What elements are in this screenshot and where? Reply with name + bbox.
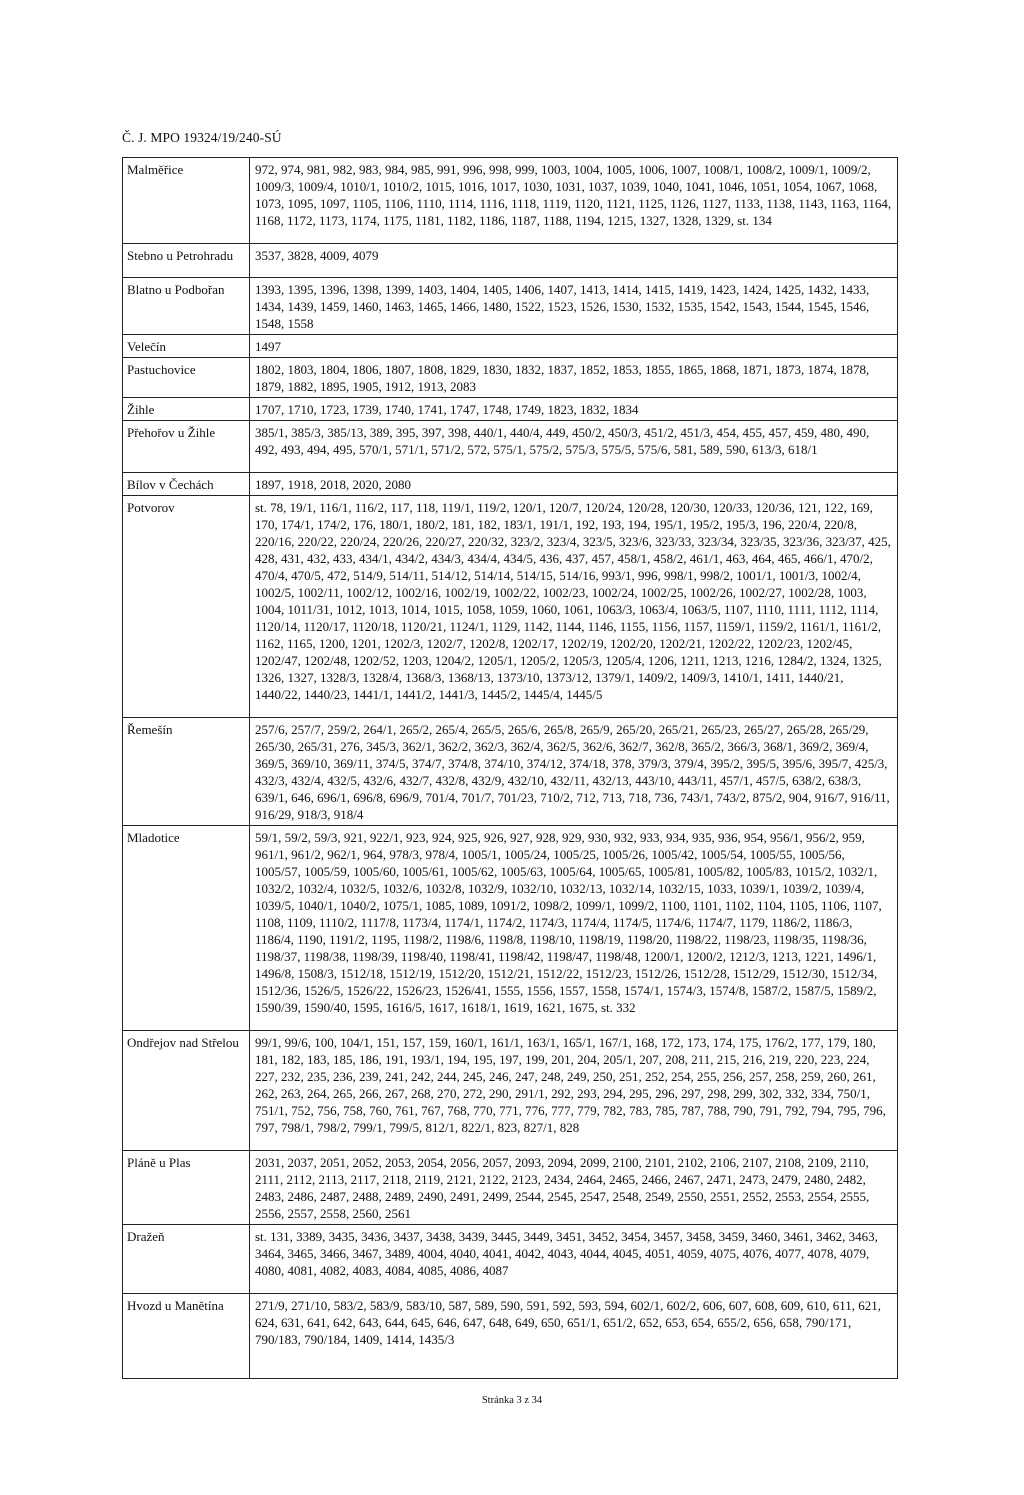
parcel-numbers: 59/1, 59/2, 59/3, 921, 922/1, 923, 924, 925, 926, 927, 928, 929, 930, 932, 933, 934, 935, 936, 954, 956/1, 956/2, 959, 961/1, 961/2, 962/1, 964, 978/3, 978/4, 1005/1, 1005/24, 1005/25, 1005/26, 1005/42, 1005/54, 1005/55, 1005/56, 1005/57, 1005/59, 1005/60, 1005/61, 1005/62, 1005/63, 1005/64, 1005/65, 1005/81, 1005/82, 1005/83, 1015/2, 1032/1, 1032/2, 1032/4, 1032/5, 1032/6, 1032/8, 1032/9, 1032/10, 1032/13, 1032/14, 1032/15, 1033, 1039/1, 1039/2, 1039/4, 1039/5, 1040/1, 1040/2, 1075/1, 1085, 1089, 1091/2, 1098/2, 1099/1, 1099/2, 1100, 1101, 1102, 1104, 1105, 1106, 1107, 1108, 1109, 1110/2, 1117/8, 1173/4, 1174/1, 1174/2, 1174/3, 1174/4, 1174/5, 1174/6, 1174/7, 1179, 1186/2, 1186/3, 1186/4, 1190, 1191/2, 1195, 1198/2, 1198/6, 1198/8, 1198/10, 1198/19, 1198/20, 1198/22, 1198/23, 1198/35, 1198/36, 1198/37, 1198/38, 1198/39, 1198/40, 1198/41, 1198/42, 1198/47, 1198/48, 1200/1, 1200/2, 1212/3, 1213, 1221, 1496/1, 1496/8, 1508/3, 1512/18, 1512/19, 1512/20, 1512/21, 1512/22, 1512/23, 1512/26, 1512/28, 1512/29, 1512/30, 1512/34, 1512/36, 1526/5, 1526/22, 1526/23, 1526/41, 1555, 1556, 1557, 1558, 1574/1, 1574/3, 1574/8, 1587/2, 1587/5, 1589/2, 1590/39, 1590/40, 1595, 1616/5, 1617, 1618/1, 1619, 1621, 1675, st. 332 bbox=[250, 826, 898, 1031]
cadastral-area-name: Velečín bbox=[123, 335, 250, 358]
parcel-numbers: st. 78, 19/1, 116/1, 116/2, 117, 118, 119/1, 119/2, 120/1, 120/7, 120/24, 120/28, 120/30, 120/33, 120/36, 121, 122, 169, 170, 174/1, 174/2, 176, 180/1, 180/2, 181, 182, 183/1, 191/1, 192, 193, 194, 195/1, 195/2, 195/3, 196, 220/4, 220/8, 220/16, 220/22, 220/24, 220/26, 220/27, 220/32, 323/2, 323/4, 323/5, 323/6, 323/33, 323/34, 323/35, 323/36, 323/37, 425, 428, 431, 432, 433, 434/1, 434/2, 434/3, 434/4, 434/5, 436, 437, 457, 458/1, 458/2, 461/1, 463, 464, 465, 466/1, 470/2, 470/4, 470/5, 472, 514/9, 514/11, 514/12, 514/14, 514/15, 514/16, 993/1, 996, 998/1, 998/2, 1001/1, 1001/3, 1002/4, 1002/5, 1002/11, 1002/12, 1002/16, 1002/19, 1002/22, 1002/23, 1002/24, 1002/25, 1002/26, 1002/27, 1002/28, 1003, 1004, 1011/31, 1012, 1013, 1014, 1015, 1058, 1059, 1060, 1061, 1063/3, 1063/4, 1063/5, 1107, 1110, 1111, 1112, 1114, 1120/14, 1120/17, 1120/18, 1120/21, 1124/1, 1129, 1142, 1144, 1146, 1155, 1156, 1157, 1159/1, 1159/2, 1161/1, 1161/2, 1162, 1165, 1200, 1201, 1202/3, 1202/7, 1202/8, 1202/17, 1202/19, 1202/20, 1202/21, 1202/22, 1202/23, 1202/45, 1202/47, 1202/48, 1202/52, 1203, 1204/2, 1205/1, 1205/2, 1205/3, 1205/4, 1206, 1211, 1213, 1216, 1284/2, 1324, 1325, 1326, 1327, 1328/3, 1328/4, 1368/3, 1368/13, 1373/10, 1373/12, 1379/1, 1409/2, 1409/3, 1410/1, 1411, 1440/21, 1440/22, 1440/23, 1441/1, 1441/2, 1441/3, 1445/2, 1445/4, 1445/5 bbox=[250, 496, 898, 718]
table-row bbox=[123, 718, 898, 826]
cadastral-area-name: Blatno u Podbořan bbox=[123, 278, 250, 335]
cadastral-area-name: Ondřejov nad Střelou bbox=[123, 1031, 250, 1151]
page-number: Stránka 3 z 34 bbox=[481, 1395, 543, 1406]
table-row bbox=[123, 421, 898, 473]
parcel-numbers: 1897, 1918, 2018, 2020, 2080 bbox=[250, 473, 898, 496]
cadastral-area-name: Potvorov bbox=[123, 496, 250, 718]
table-row bbox=[123, 1031, 898, 1151]
table-row bbox=[123, 278, 898, 335]
cadastral-area-name: Stebno u Petrohradu bbox=[123, 244, 250, 278]
cadastral-area-name: Přehořov u Žihle bbox=[123, 421, 250, 473]
parcel-numbers: 257/6, 257/7, 259/2, 264/1, 265/2, 265/4, 265/5, 265/6, 265/8, 265/9, 265/20, 265/21, 265/23, 265/27, 265/28, 265/29, 265/30, 265/31, 276, 345/3, 362/1, 362/2, 362/3, 362/4, 362/5, 362/6, 362/7, 362/8, 365/2, 366/3, 368/1, 369/2, 369/4, 369/5, 369/10, 369/11, 374/5, 374/7, 374/8, 374/10, 374/12, 374/18, 378, 379/3, 379/4, 395/2, 395/5, 395/6, 395/7, 425/3, 432/3, 432/4, 432/5, 432/6, 432/7, 432/8, 432/9, 432/10, 432/11, 432/13, 443/10, 443/11, 457/1, 457/5, 638/2, 638/3, 639/1, 646, 696/1, 696/8, 696/9, 701/4, 701/7, 701/23, 710/2, 712, 713, 718, 736, 743/1, 743/2, 875/2, 904, 916/7, 916/11, 916/29, 918/3, 918/4 bbox=[250, 718, 898, 826]
table-row bbox=[123, 1151, 898, 1225]
parcel-numbers: 1497 bbox=[250, 335, 898, 358]
cadastral-area-name: Dražeň bbox=[123, 1225, 250, 1294]
parcel-numbers: 271/9, 271/10, 583/2, 583/9, 583/10, 587, 589, 590, 591, 592, 593, 594, 602/1, 602/2, 606, 607, 608, 609, 610, 611, 621, 624, 631, 641, 642, 643, 644, 645, 646, 647, 648, 649, 650, 651/1, 651/2, 652, 653, 654, 655/2, 656, 658, 790/171, 790/183, 790/184, 1409, 1414, 1435/3 bbox=[250, 1294, 898, 1379]
parcel-numbers: 385/1, 385/3, 385/13, 389, 395, 397, 398, 440/1, 440/4, 449, 450/2, 450/3, 451/2, 451/3, 454, 455, 457, 459, 480, 490, 492, 493, 494, 495, 570/1, 571/1, 571/2, 572, 575/1, 575/2, 575/3, 575/5, 575/6, 581, 589, 590, 613/3, 618/1 bbox=[250, 421, 898, 473]
table-row bbox=[123, 244, 898, 278]
table-row bbox=[123, 158, 898, 244]
parcel-numbers: st. 131, 3389, 3435, 3436, 3437, 3438, 3439, 3445, 3449, 3451, 3452, 3454, 3457, 3458, 3459, 3460, 3461, 3462, 3463, 3464, 3465, 3466, 3467, 3489, 4004, 4040, 4041, 4042, 4043, 4044, 4045, 4051, 4059, 4075, 4076, 4077, 4078, 4079, 4080, 4081, 4082, 4083, 4084, 4085, 4086, 4087 bbox=[250, 1225, 898, 1294]
cadastral-area-name: Bílov v Čechách bbox=[123, 473, 250, 496]
table-row bbox=[123, 398, 898, 421]
table-row bbox=[123, 496, 898, 718]
parcel-table bbox=[122, 157, 898, 1379]
table-row bbox=[123, 1225, 898, 1294]
table-row bbox=[123, 826, 898, 1031]
parcel-numbers: 3537, 3828, 4009, 4079 bbox=[250, 244, 898, 278]
parcel-numbers: 1802, 1803, 1804, 1806, 1807, 1808, 1829, 1830, 1832, 1837, 1852, 1853, 1855, 1865, 1868, 1871, 1873, 1874, 1878, 1879, 1882, 1895, 1905, 1912, 1913, 2083 bbox=[250, 358, 898, 398]
cadastral-area-name: Pastuchovice bbox=[123, 358, 250, 398]
parcel-numbers: 99/1, 99/6, 100, 104/1, 151, 157, 159, 160/1, 161/1, 163/1, 165/1, 167/1, 168, 172, 173, 174, 175, 176/2, 177, 179, 180, 181, 182, 183, 185, 186, 191, 193/1, 194, 195, 197, 199, 201, 204, 205/1, 207, 208, 211, 215, 216, 219, 220, 223, 224, 227, 232, 235, 236, 239, 241, 242, 244, 245, 246, 247, 248, 249, 250, 251, 252, 254, 255, 256, 257, 258, 259, 260, 261, 262, 263, 264, 265, 266, 267, 268, 270, 272, 290, 291/1, 292, 293, 294, 295, 296, 297, 298, 299, 302, 332, 334, 750/1, 751/1, 752, 756, 758, 760, 761, 767, 768, 770, 771, 776, 777, 779, 782, 783, 785, 787, 788, 790, 791, 792, 794, 795, 796, 797, 798/1, 798/2, 799/1, 799/5, 812/1, 822/1, 823, 827/1, 828 bbox=[250, 1031, 898, 1151]
cadastral-area-name: Mladotice bbox=[123, 826, 250, 1031]
cadastral-area-name: Pláně u Plas bbox=[123, 1151, 250, 1225]
table-row bbox=[123, 473, 898, 496]
table-row bbox=[123, 358, 898, 398]
cadastral-area-name: Řemešín bbox=[123, 718, 250, 826]
table-row bbox=[123, 335, 898, 358]
parcel-numbers: 1393, 1395, 1396, 1398, 1399, 1403, 1404, 1405, 1406, 1407, 1413, 1414, 1415, 1419, 1423, 1424, 1425, 1432, 1433, 1434, 1439, 1459, 1460, 1463, 1465, 1466, 1480, 1522, 1523, 1526, 1530, 1532, 1535, 1542, 1543, 1544, 1545, 1546, 1548, 1558 bbox=[250, 278, 898, 335]
cadastral-area-name: Žihle bbox=[123, 398, 250, 421]
document-reference: Č. J. MPO 19324/19/240-SÚ bbox=[122, 130, 282, 145]
cadastral-area-name: Hvozd u Manětína bbox=[123, 1294, 250, 1379]
parcel-numbers: 2031, 2037, 2051, 2052, 2053, 2054, 2056, 2057, 2093, 2094, 2099, 2100, 2101, 2102, 2106, 2107, 2108, 2109, 2110, 2111, 2112, 2113, 2117, 2118, 2119, 2121, 2122, 2123, 2434, 2464, 2465, 2466, 2467, 2471, 2473, 2479, 2480, 2482, 2483, 2486, 2487, 2488, 2489, 2490, 2491, 2499, 2544, 2545, 2547, 2548, 2549, 2550, 2551, 2552, 2553, 2554, 2555, 2556, 2557, 2558, 2560, 2561 bbox=[250, 1151, 898, 1225]
cadastral-area-name: Malměřice bbox=[123, 158, 250, 244]
parcel-numbers: 1707, 1710, 1723, 1739, 1740, 1741, 1747, 1748, 1749, 1823, 1832, 1834 bbox=[250, 398, 898, 421]
parcel-numbers: 972, 974, 981, 982, 983, 984, 985, 991, 996, 998, 999, 1003, 1004, 1005, 1006, 1007, 1008/1, 1008/2, 1009/1, 1009/2, 1009/3, 1009/4, 1010/1, 1010/2, 1015, 1016, 1017, 1030, 1031, 1037, 1039, 1040, 1041, 1046, 1051, 1054, 1067, 1068, 1073, 1095, 1097, 1105, 1106, 1110, 1114, 1116, 1118, 1119, 1120, 1121, 1125, 1126, 1127, 1133, 1138, 1143, 1163, 1164, 1168, 1172, 1173, 1174, 1175, 1181, 1182, 1186, 1187, 1188, 1194, 1215, 1327, 1328, 1329, st. 134 bbox=[250, 158, 898, 244]
table-row bbox=[123, 1294, 898, 1379]
